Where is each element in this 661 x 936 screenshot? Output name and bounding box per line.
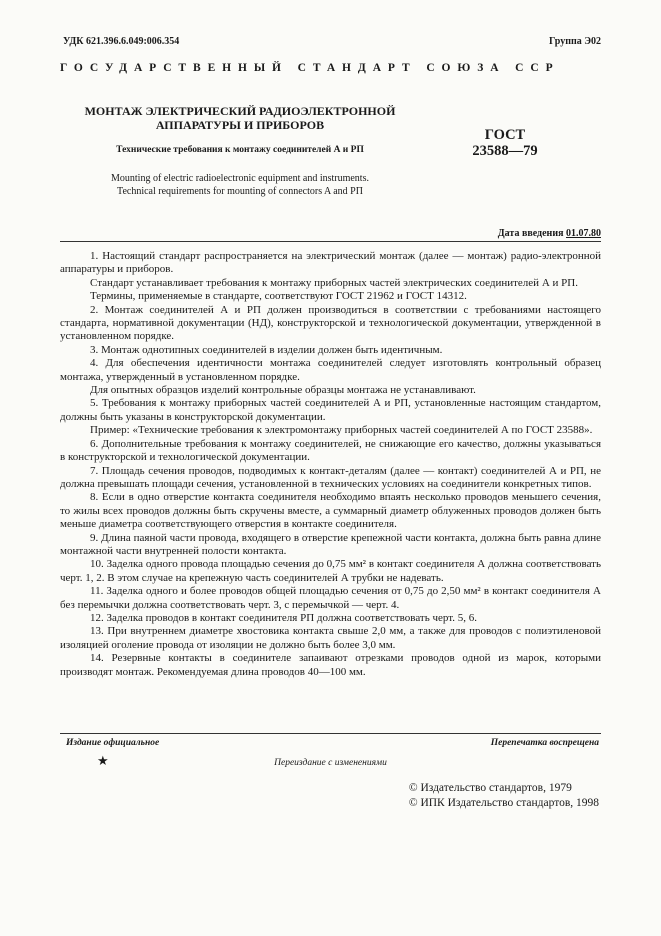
bottom-divider bbox=[60, 733, 601, 734]
title-block bbox=[60, 104, 420, 198]
paragraph: 2. Монтаж соединителей А и РП должен производиться в соответствии с требованиями настоящего стандарта, нормативной документации (НД), конструкторской и технологической документации, утвержденной в установленном порядке. bbox=[60, 303, 601, 343]
introduction-date-label: Дата введения bbox=[497, 228, 564, 239]
gost-number: 23588—79 bbox=[472, 143, 538, 159]
paragraph: Термины, применяемые в стандарте, соответствуют ГОСТ 21962 и ГОСТ 14312. bbox=[90, 290, 467, 303]
paragraph: 5. Требования к монтажу приборных частей соединителей А и РП, установленные настоящим стандартом, должны быть указаны в конструкторской документации. bbox=[60, 397, 601, 423]
paragraph: 11. Заделка одного и более проводов общей площадью сечения от 0,75 до 2,50 мм² в контакт соединителя А без перемычки должна соответствовать черт. 3, с перемычкой — черт. 4. bbox=[60, 585, 601, 611]
paragraph: 10. Заделка одного провода площадью сечения до 0,75 мм² в контакт соединителя А должна соответствовать черт. 1, 2. В этом случае на крепежную часть соединителей А трубки не надевать. bbox=[60, 558, 601, 584]
official-edition-label: Издание официальное bbox=[66, 738, 160, 748]
paragraph: 12. Заделка проводов в контакт соединителя РП должна соответствовать черт. 5, 6. bbox=[90, 611, 477, 624]
copyright-line-2: © ИПК Издательство стандартов, 1998 bbox=[408, 797, 599, 809]
paragraph: 13. При внутреннем диаметре хвостовика контакта свыше 2,0 мм, а также для проводов с полиэтиленовой изоляцией оголение провода от изоляции не должно быть более 3,0 мм. bbox=[60, 625, 601, 651]
star-icon: ★ bbox=[97, 753, 109, 768]
title-english-line-1: Mounting of electric radioelectronic equipment and instruments. bbox=[111, 173, 369, 184]
paragraph: 4. Для обеспечения идентичности монтажа соединителей следует изготовлять контрольный образец монтажа, утвержденный в установленном порядке. bbox=[60, 357, 601, 383]
title-line-1: МОНТАЖ ЭЛЕКТРИЧЕСКИЙ РАДИОЭЛЕКТРОННОЙ bbox=[84, 104, 396, 118]
title-english bbox=[60, 172, 420, 198]
copyright-line-1: © Издательство стандартов, 1979 bbox=[408, 782, 572, 794]
gost-designation bbox=[455, 127, 555, 159]
state-standard-heading: ГОСУДАРСТВЕННЫЙ СТАНДАРТ СОЮЗА ССР bbox=[60, 62, 560, 74]
udk-code: УДК 621.396.6.049:006.354 bbox=[63, 36, 180, 47]
reprint-prohibited-label: Перепечатка воспрещена bbox=[490, 738, 599, 748]
top-divider bbox=[60, 241, 601, 242]
introduction-date-value: 01.07.80 bbox=[566, 228, 601, 239]
copyright-block bbox=[409, 781, 599, 811]
paragraph: Стандарт устанавливает требования к монтажу приборных частей электрических соединителей А и РП. bbox=[90, 276, 578, 289]
paragraph: 3. Монтаж однотипных соединителей в изделии должен быть идентичным. bbox=[90, 343, 443, 356]
paragraph: 8. Если в одно отверстие контакта соединителя необходимо впаять несколько проводов меньшего сечения, то жилы всех проводов должны быть скручены вместе, а суммарный диаметр облуженных проводов должен быть меньше диаметра соответствующего отверстия в контакте соединителя. bbox=[60, 491, 601, 531]
title-english-line-2: Technical requirements for mounting of connectors A and PП bbox=[117, 186, 363, 197]
title-line-2: АППАРАТУРЫ И ПРИБОРОВ bbox=[155, 118, 325, 132]
paragraph: Для опытных образцов изделий контрольные образцы монтажа не устанавливают. bbox=[90, 384, 476, 397]
gost-label: ГОСТ bbox=[484, 127, 526, 143]
paragraph: 7. Площадь сечения проводов, подводимых к контакт-деталям (далее — контакт) соединителей А и РП, не должна превышать площади сечения, установленной в технических условиях на соединители конкретных типов. bbox=[60, 464, 601, 490]
paragraph: 14. Резервные контакты в соединителе запаивают отрезками проводов одной из марок, которыми производят монтаж. Рекомендуемая длина проводов 40—100 мм. bbox=[60, 652, 601, 678]
subtitle: Технические требования к монтажу соединителей А и РП bbox=[116, 145, 364, 155]
reissue-note: Переиздание с изменениями bbox=[274, 758, 387, 768]
paragraph: 9. Длина паяной части провода, входящего в отверстие крепежной части контакта, должна быть равна длине монтажной части внутренней полости контакта. bbox=[60, 531, 601, 557]
introduction-date bbox=[498, 228, 601, 239]
paragraph: 6. Дополнительные требования к монтажу соединителей, не снижающие его качество, должны указываться в конструкторской и технологической документации. bbox=[60, 437, 601, 464]
paragraph: Пример: «Технические требования к электромонтажу приборных частей соединителей А по ГОСТ 23588». bbox=[90, 424, 593, 437]
body-text bbox=[60, 250, 601, 679]
paragraph: 1. Настоящий стандарт распространяется на электрический монтаж (далее — монтаж) радио-электронной аппаратуры и приборов. bbox=[60, 250, 601, 276]
group-code: Группа Э02 bbox=[549, 36, 601, 47]
